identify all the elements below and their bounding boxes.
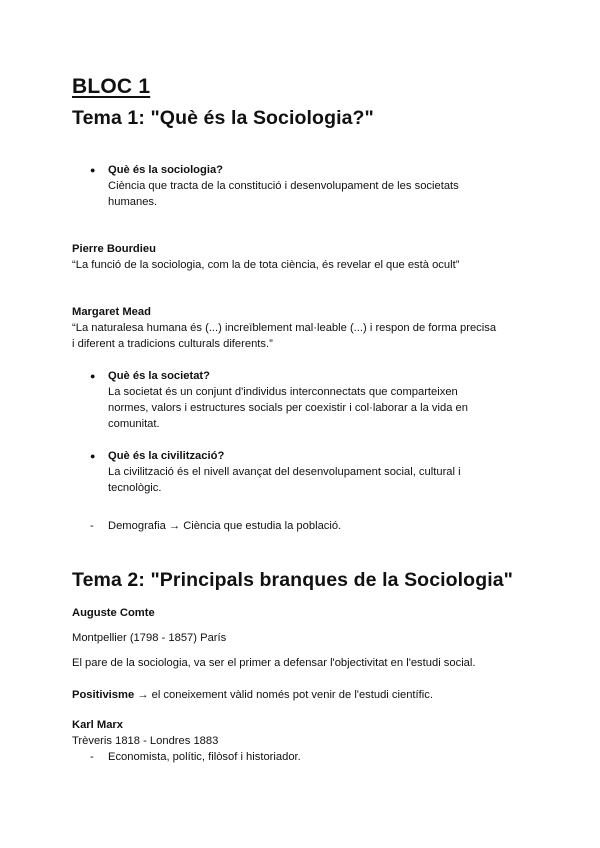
positivism-term: Positivisme [72, 689, 135, 701]
author-mead: Margaret Mead [72, 306, 151, 318]
answer-line: Ciència que tracta de la constitució i desenvolupament de les societats [108, 180, 459, 192]
tema2-title: Tema 2: "Principals branques de la Sociologia" [72, 569, 514, 591]
comte-description: El pare de la sociologia, va ser el primer a defensar l'objectivitat en l'estudi social. [72, 657, 476, 669]
author-marx: Karl Marx [72, 719, 123, 731]
answer-line: tecnològic. [108, 482, 162, 494]
quote-mead-line: “La naturalesa humana és (...) increïblement mal·leable (...) i respon de forma precisa [72, 322, 497, 334]
positivism-line [72, 688, 433, 703]
question-sociologia: Què és la sociologia? [108, 164, 224, 176]
tema1-title: Tema 1: "Què és la Sociologia?" [72, 107, 374, 129]
dash-marker: - [90, 751, 94, 763]
question-societat: Què és la societat? [108, 370, 210, 382]
answer-line: comunitat. [108, 418, 160, 430]
answer-line: humanes. [108, 196, 158, 208]
bullet-dot: ● [90, 451, 96, 461]
answer-line: La civilització és el nivell avançat del desenvolupament social, cultural i [108, 466, 461, 478]
bullet-dot: ● [90, 165, 96, 175]
answer-line: normes, valors i estructures socials per coexistir i col·laborar a la vida en [108, 402, 469, 414]
positivism-definition: → el coneixement vàlid només pot venir de l'estudi científic. [134, 689, 433, 701]
comte-dates: Montpellier (1798 - 1857) París [72, 632, 227, 644]
bloc-title: BLOC 1 [72, 75, 151, 98]
marx-dates: Trèveris 1818 - Londres 1883 [72, 735, 219, 747]
bullet-dot: ● [90, 371, 96, 381]
quote-bourdieu: “La funció de la sociologia, com la de tota ciència, és revelar el que està ocult” [72, 259, 460, 271]
quote-mead-line: i diferent a tradicions culturals diferents.” [72, 338, 273, 350]
marx-roles: Economista, polític, filòsof i historiador. [108, 751, 301, 763]
answer-line: La societat és un conjunt d'individus interconnectats que comparteixen [108, 386, 458, 398]
dash-marker: - [90, 520, 94, 532]
question-civilitzacio: Què és la civilització? [108, 450, 225, 462]
demografia-item: Demografia → Ciència que estudia la població. [108, 520, 342, 532]
author-bourdieu: Pierre Bourdieu [72, 243, 156, 255]
author-comte: Auguste Comte [72, 607, 155, 619]
